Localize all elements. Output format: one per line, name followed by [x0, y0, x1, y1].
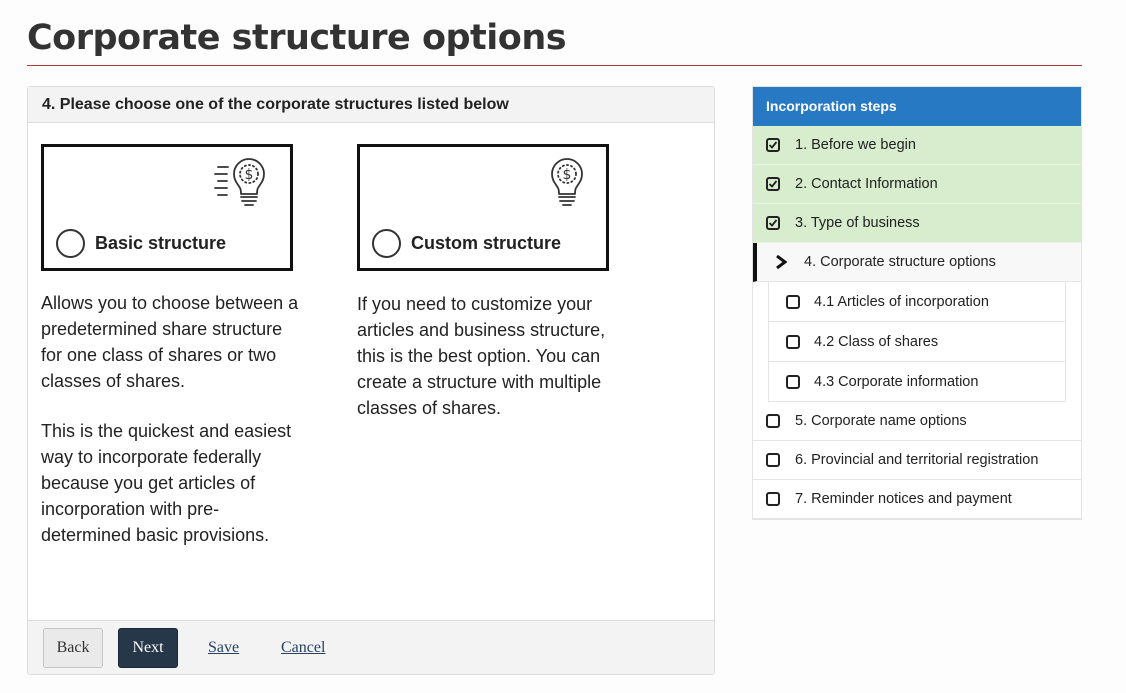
unchecked-checkbox-icon: [766, 492, 780, 506]
step-label: 3. Type of business: [795, 215, 920, 231]
step-label: 4.1 Articles of incorporation: [814, 293, 989, 310]
chevron-right-icon: [775, 255, 787, 269]
svg-text:$: $: [562, 167, 572, 183]
step-type-of-business[interactable]: [753, 204, 1081, 243]
unchecked-checkbox-icon: [766, 414, 780, 428]
step-label: 1. Before we begin: [795, 137, 916, 153]
unchecked-checkbox-icon: [786, 335, 800, 349]
step-corporate-name-options[interactable]: [753, 402, 1081, 441]
form-actions: [28, 620, 714, 674]
step-corporate-structure-options[interactable]: [753, 243, 1081, 282]
step-reminder-notices-payment[interactable]: [753, 480, 1081, 519]
custom-structure-option[interactable]: [357, 144, 609, 271]
step-label: 5. Corporate name options: [795, 413, 967, 429]
next-button[interactable]: Next: [118, 628, 178, 668]
unchecked-checkbox-icon: [766, 453, 780, 467]
step-before-we-begin[interactable]: [753, 126, 1081, 165]
checked-checkbox-icon: [766, 216, 780, 230]
substep-class-of-shares[interactable]: [768, 322, 1066, 362]
step-label: 4.2 Class of shares: [814, 333, 939, 350]
step-label: 7. Reminder notices and payment: [795, 491, 1012, 507]
custom-structure-label: Custom structure: [411, 233, 562, 253]
checked-checkbox-icon: [766, 177, 780, 191]
back-button[interactable]: Back: [43, 628, 103, 668]
substep-corporate-information[interactable]: [768, 362, 1066, 402]
basic-structure-description: [41, 290, 301, 548]
step-label: 4. Corporate structure options: [804, 254, 996, 270]
basic-structure-option[interactable]: [41, 144, 293, 271]
title-divider: [27, 65, 1082, 66]
question-heading: 4. Please choose one of the corporate structures listed below: [28, 87, 714, 123]
custom-structure-radio[interactable]: [372, 229, 401, 258]
basic-structure-radio[interactable]: [56, 229, 85, 258]
lightbulb-dollar-icon: [543, 155, 599, 211]
step-contact-information[interactable]: [753, 165, 1081, 204]
unchecked-checkbox-icon: [786, 375, 800, 389]
step-label: 4.3 Corporate information: [814, 373, 979, 390]
question-panel: [27, 86, 715, 675]
incorporation-steps-nav: [752, 86, 1082, 520]
substep-articles-of-incorporation[interactable]: [768, 282, 1066, 322]
basic-description-paragraph-1: Allows you to choose between a predetermined share structure for one class of shares or two classes of shares.: [41, 293, 299, 391]
save-link[interactable]: Save: [208, 639, 240, 656]
page-title: Corporate structure options: [27, 18, 567, 58]
basic-description-paragraph-2: This is the quickest and easiest way to incorporate federally because you get articles of incorporation with pre-determined basic provisions.: [41, 421, 292, 545]
custom-structure-description: [357, 291, 619, 421]
svg-text:$: $: [244, 167, 254, 183]
step-label: 6. Provincial and territorial registration: [795, 452, 1039, 468]
lightbulb-dollar-icon: [214, 155, 270, 211]
cancel-link[interactable]: Cancel: [281, 639, 326, 656]
step-provincial-territorial-registration[interactable]: [753, 441, 1081, 480]
step-label: 2. Contact Information: [795, 176, 938, 192]
basic-structure-label: Basic structure: [95, 233, 227, 253]
steps-heading: Incorporation steps: [753, 87, 1081, 126]
checked-checkbox-icon: [766, 138, 780, 152]
custom-description-paragraph-1: If you need to customize your articles and business structure, this is the best option. You can create a structure with multiple classes of shares.: [357, 294, 606, 418]
unchecked-checkbox-icon: [786, 295, 800, 309]
